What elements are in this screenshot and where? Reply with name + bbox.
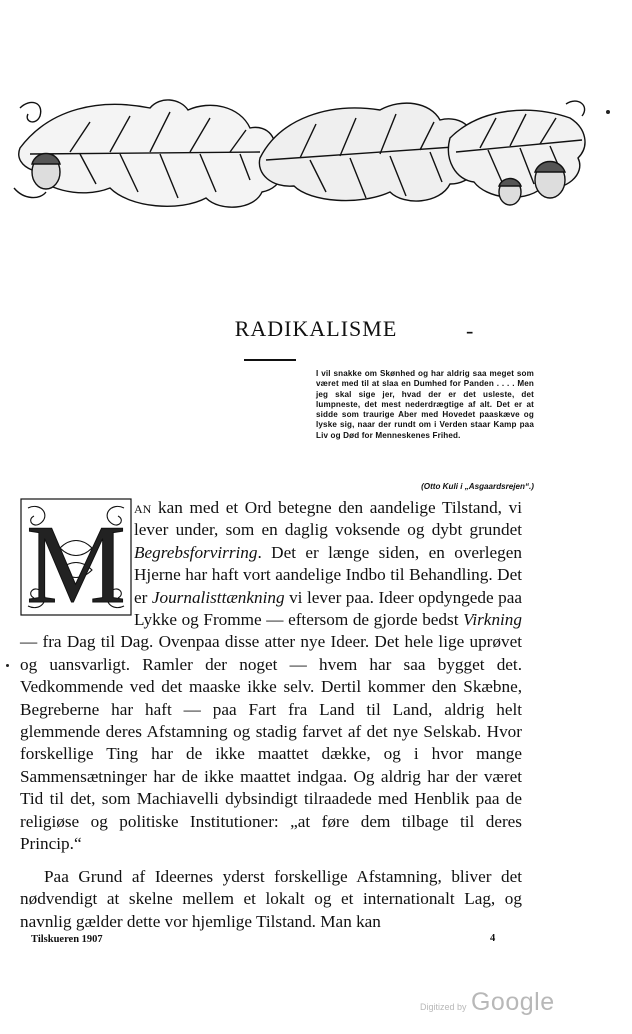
text-run: kan med et Ord betegne den aandelige Tilstand, vi lever under, som en daglig voksende og dybt grundet <box>134 498 522 540</box>
emphasis-term: Virkning <box>463 610 522 630</box>
title-mark: - <box>466 318 474 343</box>
stray-dot-mark <box>6 664 9 667</box>
emphasis-term: Begrebsforvirring <box>134 542 258 562</box>
title-rule <box>244 359 296 361</box>
paragraph-1 <box>20 497 522 856</box>
text-run: vi lever paa. Ideer opdyngede paa Lykke og Fromme — eftersom de gjorde bedst <box>134 587 522 630</box>
dropcap-space <box>20 497 134 629</box>
epigraph-text: I vil snakke om Skønhed og har aldrig saa meget som været med til at slaa en Dumhed for Panden . . . . Men jeg skal sige jer, hvad der er det usleste, det lumpneste, det mest nederdrægtige af alt. Det er at sidde som traurige Aber med Hovedet paaskæve og lyske sig, naar der rundt om i Verden staar Kamp paa Liv og Død for Menneskenes Frihed. <box>316 369 534 440</box>
stray-dot-mark <box>606 110 610 114</box>
oak-leaf-ornament <box>10 88 592 218</box>
text-run: — fra Dag til Dag. Ovenpaa disse atter nye Ideer. Det hele lige uprøvet og uansvarligt. Ramler der noget — hvem har saa bygget det. Vedkommende ved det maaske ikke selv. Dertil kommer den Skæbne, Begreberne har haft — paa Fart fra Land til Land, aldrig helt glemmende deres Afstamning og stadig farvet af det nye Selskab. Hvor forskellige Ting har de ikke maattet dække, og i hvor mange Sammensætninger har de ikke maattet indgaa. Og aldrig har der været Tid til det, som Machiavelli dybsindigt tilraadede med Henblik paa de religiøse og politiske Institutioner: „at føre dem tilbage til deres Princip.“ <box>20 632 522 854</box>
text-run: . Det er længe siden, en overlegen Hjerne har haft vort aandelige Indbo til Behandling. Det er <box>134 542 522 607</box>
emphasis-term: Journalisttænkning <box>151 587 285 607</box>
footer-page-number: 4 <box>490 933 496 944</box>
page-title: RADIKALISME <box>234 316 398 341</box>
epigraph-source: (Otto Kuli i „Asgaardsrejen“.) <box>421 482 534 491</box>
footer-journal: Tilskueren 1907 <box>31 934 103 945</box>
digitized-watermark <box>420 988 555 1017</box>
paragraph-2: Paa Grund af Ideernes yderst forskellige Afstamning, bliver det nødvendigt at skelne mellem et lokalt og et internationalt Lag, og navnlig gælder dette vor hjemlige Tilstand. Man kan <box>20 867 522 931</box>
watermark-prefix: Digitized by <box>420 1002 467 1012</box>
dropcap-letter: M <box>26 503 126 616</box>
lead-small-caps: an <box>134 498 152 517</box>
watermark-brand: Google <box>470 988 555 1016</box>
